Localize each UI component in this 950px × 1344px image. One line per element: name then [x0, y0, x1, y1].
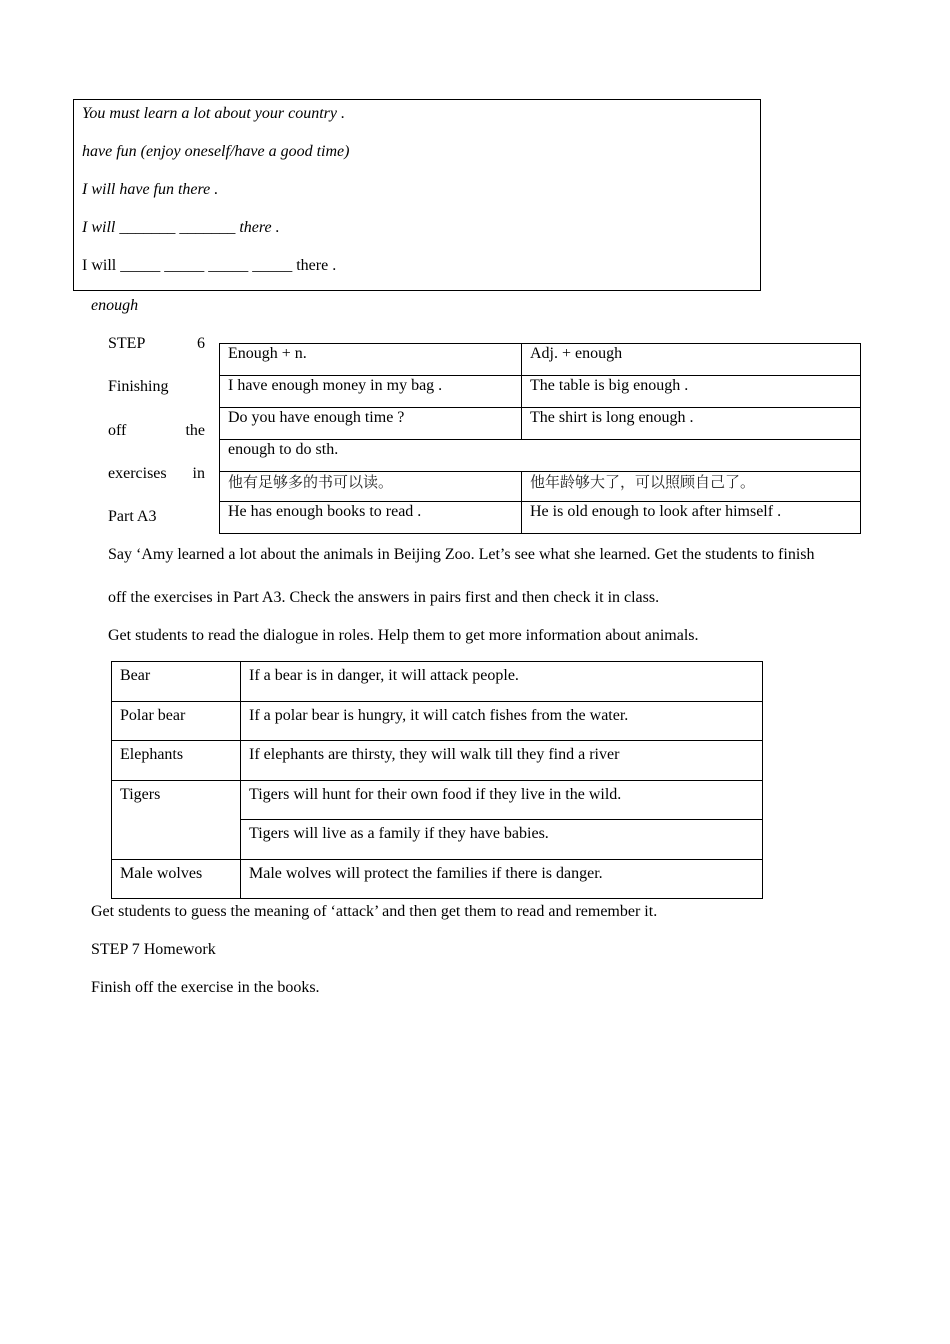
example-line-1: You must learn a lot about your country . [82, 105, 345, 122]
paragraph: Get students to guess the meaning of ‘attack’ and then get them to read and remember it. [91, 903, 658, 920]
table-cell: If a bear is in danger, it will attack people. [241, 662, 763, 702]
step6-word: Part A3 [108, 508, 157, 525]
table-cell: enough to do sth. [220, 440, 861, 472]
table-cell: Bear [112, 662, 241, 702]
step7-heading: STEP 7 Homework [91, 941, 216, 958]
table-cell: 他有足够多的书可以读。 [220, 472, 522, 502]
table-cell: He is old enough to look after himself . [522, 502, 861, 534]
example-line-2: have fun (enjoy oneself/have a good time) [82, 143, 350, 160]
table-cell: I have enough money in my bag . [220, 376, 522, 408]
table-row [220, 472, 861, 502]
example-line-5: I will _____ _____ _____ _____ there . [82, 257, 337, 274]
step6-word: STEP [108, 335, 146, 352]
step6-word: Finishing [108, 378, 169, 395]
table-cell: Male wolves will protect the families if there is danger. [241, 860, 763, 899]
paragraph: off the exercises in Part A3. Check the answers in pairs first and then check it in class. [108, 589, 660, 606]
paragraph: Say ‘Amy learned a lot about the animals in Beijing Zoo. Let’s see what she learned. Get the students to finish [108, 546, 815, 563]
step6-word: in [192, 465, 205, 482]
table-cell: The shirt is long enough . [522, 408, 861, 440]
table-row [112, 860, 763, 899]
table-cell: Do you have enough time ? [220, 408, 522, 440]
table-cell: Adj. + enough [522, 344, 861, 376]
table-row [112, 702, 763, 741]
table-row [220, 376, 861, 408]
table-cell: Elephants [112, 741, 241, 781]
table-row [112, 662, 763, 702]
enough-table [219, 343, 861, 534]
paragraph: Get students to read the dialogue in roles. Help them to get more information about animals. [108, 627, 699, 644]
table-cell: Enough + n. [220, 344, 522, 376]
table-cell: 他年龄够大了，可以照顾自己了。 [522, 472, 861, 502]
table-cell: Tigers will live as a family if they have babies. [241, 820, 763, 860]
animals-table [111, 661, 763, 899]
step6-word: 6 [197, 335, 205, 352]
step6-word: exercises [108, 465, 167, 482]
paragraph: Finish off the exercise in the books. [91, 979, 320, 996]
table-row [220, 440, 861, 472]
table-cell: Tigers [112, 781, 241, 860]
table-cell: Polar bear [112, 702, 241, 741]
enough-heading: enough [91, 297, 139, 314]
table-row [220, 408, 861, 440]
table-row [220, 344, 861, 376]
table-row [112, 741, 763, 781]
table-row [220, 502, 861, 534]
table-cell: If a polar bear is hungry, it will catch fishes from the water. [241, 702, 763, 741]
table-cell: The table is big enough . [522, 376, 861, 408]
table-row [112, 781, 763, 820]
table-cell: Tigers will hunt for their own food if they live in the wild. [241, 781, 763, 820]
example-line-3: I will have fun there . [82, 181, 219, 198]
step6-word: the [185, 422, 205, 439]
example-line-4: I will _______ _______ there . [82, 219, 280, 236]
table-cell: Male wolves [112, 860, 241, 899]
table-cell: He has enough books to read . [220, 502, 522, 534]
step6-word: off [108, 422, 127, 439]
example-box [73, 99, 761, 291]
table-cell: If elephants are thirsty, they will walk till they find a river [241, 741, 763, 781]
